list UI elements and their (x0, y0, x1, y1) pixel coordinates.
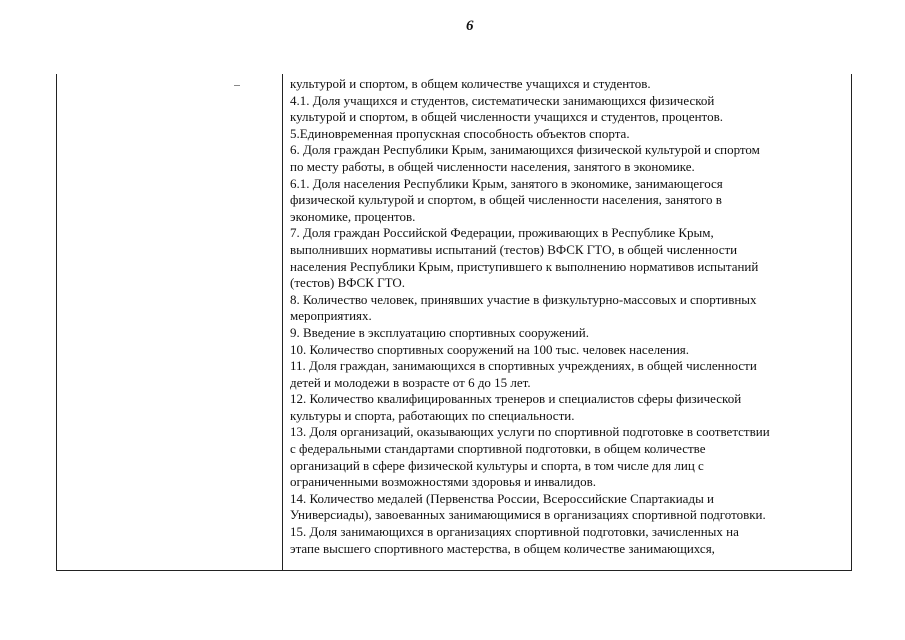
text-line: 15. Доля занимающихся в организациях спортивной подготовки, зачисленных на (290, 524, 739, 540)
text-line: выполнивших нормативы испытаний (тестов) ВФСК ГТО, в общей численности (290, 241, 738, 257)
text-line: 8. Количество человек, принявших участие в физкультурно-массовых и спортивных (290, 291, 757, 307)
text-line: 6. Доля граждан Республики Крым, занимающихся физической культурой и спортом (290, 142, 760, 158)
text-line: культуры и спорта, работающих по специальности. (290, 407, 575, 423)
indicators-table (56, 74, 852, 571)
text-line: 12. Количество квалифицированных тренеров и специалистов сферы физической (290, 391, 742, 407)
scan-mark (234, 85, 240, 86)
text-line: экономике, процентов. (290, 208, 416, 224)
text-line: населения Республики Крым, приступившего к выполнению нормативов испытаний (290, 258, 759, 274)
text-line: 14. Количество медалей (Первенства России, Всероссийские Спартакиады и (290, 490, 715, 506)
text-line: организаций в сфере физической культуры и спорта, в том числе для лиц с (290, 457, 704, 473)
text-line: 9. Введение в эксплуатацию спортивных сооружений. (290, 324, 589, 340)
text-line: 6.1. Доля населения Республики Крым, занятого в экономике, занимающегося (290, 175, 723, 191)
text-line: 5.Единовременная пропускная способность объектов спорта. (290, 125, 630, 141)
text-line: культурой и спортом, в общем количестве учащихся и студентов. (290, 76, 651, 91)
text-line: этапе высшего спортивного мастерства, в общем количестве занимающихся, (290, 540, 715, 556)
text-line: 4.1. Доля учащихся и студентов, систематически занимающихся физической (290, 92, 715, 108)
text-line: 10. Количество спортивных сооружений на 100 тыс. человек населения. (290, 341, 690, 357)
text-line: физической культурой и спортом, в общей численности населения, занятого в (290, 192, 722, 208)
table-right-column (283, 74, 851, 570)
text-line: мероприятиях. (290, 308, 372, 324)
text-line: Универсиады), завоеванных занимающимися в организациях спортивной подготовки. (290, 507, 766, 523)
page-number: 6 (466, 18, 474, 34)
text-line: ограниченными возможностями здоровья и инвалидов. (290, 474, 596, 490)
text-line: детей и молодежи в возрасте от 6 до 15 лет. (290, 374, 531, 390)
table-left-column (57, 74, 283, 570)
text-line: с федеральными стандартами спортивной подготовки, в общем количестве (290, 441, 706, 457)
text-line: 7. Доля граждан Российской Федерации, проживающих в Республике Крым, (290, 225, 714, 241)
text-line: (тестов) ВФСК ГТО. (290, 275, 406, 291)
text-line: 11. Доля граждан, занимающихся в спортивных учреждениях, в общей численности (290, 358, 757, 374)
text-line: по месту работы, в общей численности населения, занятого в экономике. (290, 158, 695, 174)
text-line: 13. Доля организаций, оказывающих услуги по спортивной подготовке в соответствии (290, 424, 770, 440)
text-line: культурой и спортом, в общей численности учащихся и студентов, процентов. (290, 109, 723, 125)
